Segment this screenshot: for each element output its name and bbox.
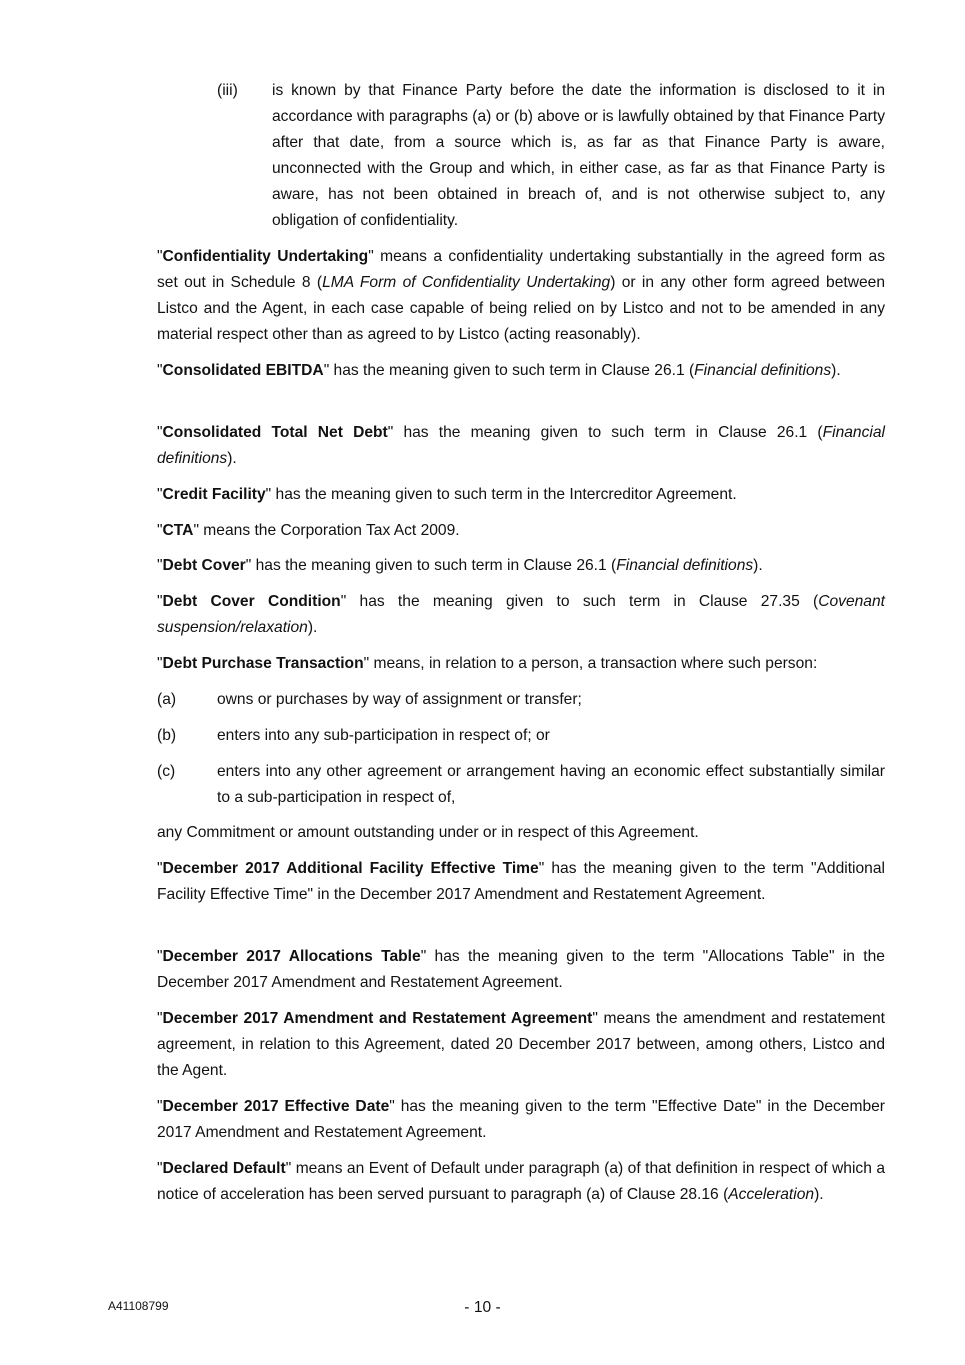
quote-mark: ": [157, 522, 163, 539]
definition-december-2017-allocations-table: [157, 944, 885, 996]
definition-declared-default: [157, 1156, 885, 1208]
defined-term: Consolidated Total Net Debt: [162, 424, 388, 441]
definition-text: " has the meaning given to the term "Effective Date" in the December 2017 Amendment and Restatement Agreement.: [157, 1098, 885, 1141]
definition-confidentiality-undertaking: [157, 244, 885, 348]
quote-mark: ": [157, 948, 163, 965]
defined-term: Debt Cover: [162, 557, 246, 574]
definition-december-2017-effective-date: [157, 1094, 885, 1146]
list-label: (a): [157, 691, 177, 708]
defined-term: December 2017 Effective Date: [162, 1098, 390, 1115]
quote-mark: ": [157, 362, 163, 379]
definition-text: " has the meaning given to such term in Clause 27.35 (: [340, 593, 819, 610]
defined-term: Declared Default: [162, 1160, 286, 1177]
definition-text: " has the meaning given to the term "Additional Facility Effective Time" in the December 2017 Amendment and Restatement Agreement.: [157, 860, 885, 903]
list-item-text: enters into any other agreement or arrangement having an economic effect substantially similar to a sub-participation in respect of,: [217, 763, 885, 806]
definition-debt-purchase-transaction: [157, 651, 885, 677]
list-label: (c): [157, 763, 176, 780]
quote-mark: ": [157, 248, 163, 265]
defined-term: Consolidated EBITDA: [162, 362, 324, 379]
defined-term: CTA: [162, 522, 194, 539]
debt-purchase-tail: any Commitment or amount outstanding under or in respect of this Agreement.: [157, 824, 699, 841]
list-item-b: [157, 723, 885, 749]
definition-consolidated-ebitda: [157, 358, 885, 384]
cross-reference: Financial definitions: [616, 557, 754, 574]
quote-mark: ": [157, 655, 163, 672]
definition-text: " means an Event of Default under paragraph (a) of that definition in respect of which a notice of acceleration has been served pursuant to paragraph (a) of Clause 28.16 (: [157, 1160, 885, 1203]
definition-december-2017-amendment-and-restatement-agreement: [157, 1006, 885, 1084]
list-item-text: is known by that Finance Party before the date the information is disclosed to it in accordance with paragraphs (a) or (b) above or is lawfully obtained by that Finance Party after that date, from a source which is, as far as that Finance Party is aware, unconnected with the Group and which, in either case, as far as that Finance Party is aware, has not been obtained in breach of, and is not otherwise subject to, any obligation of confidentiality.: [272, 82, 885, 229]
cross-reference: Covenant suspension/relaxation: [157, 593, 885, 636]
list-label: (iii): [217, 82, 238, 99]
definition-text: " has the meaning given to such term in Clause 26.1 (: [387, 424, 823, 441]
list-item-text: owns or purchases by way of assignment or transfer;: [217, 691, 582, 708]
definition-december-2017-additional-facility-effective-time: [157, 856, 885, 908]
list-item-iii: [217, 78, 885, 234]
defined-term: Credit Facility: [162, 486, 266, 503]
cross-reference: Financial definitions: [694, 362, 832, 379]
definition-text: ) or in any other form agreed between Listco and the Agent, in each case capable of being relied on by Listco and not to be amended in any material respect other than as agreed to by Listco (acting reasonably).: [157, 274, 886, 343]
definition-cta: [157, 518, 885, 544]
definition-text: " has the meaning given to such term in Clause 26.1 (: [245, 557, 617, 574]
defined-term: Confidentiality Undertaking: [162, 248, 369, 265]
definition-text: " has the meaning given to such term in Clause 26.1 (: [323, 362, 695, 379]
quote-mark: ": [157, 557, 163, 574]
list-label: (b): [157, 727, 177, 744]
defined-term: December 2017 Additional Facility Effective Time: [162, 860, 539, 877]
cross-reference: Financial definitions: [157, 424, 885, 467]
definition-text: ).: [307, 619, 318, 636]
defined-term: December 2017 Allocations Table: [162, 948, 421, 965]
list-item-text: enters into any sub-participation in respect of; or: [217, 727, 550, 744]
definition-debt-cover-condition: [157, 589, 885, 641]
cross-reference: LMA Form of Confidentiality Undertaking: [322, 274, 611, 291]
definition-text: " means a confidentiality undertaking substantially in the agreed form as set out in Schedule 8 (: [157, 248, 885, 291]
cross-reference: Acceleration: [728, 1186, 815, 1203]
definition-text: ).: [831, 362, 841, 379]
definition-text: ).: [814, 1186, 824, 1203]
page-number: - 10 -: [464, 1299, 501, 1316]
definition-text: " means, in relation to a person, a transaction where such person:: [363, 655, 818, 672]
definition-consolidated-total-net-debt: [157, 420, 885, 472]
list-item-c: [157, 759, 885, 811]
defined-term: Debt Cover Condition: [162, 593, 341, 610]
defined-term: Debt Purchase Transaction: [162, 655, 364, 672]
definition-text: ).: [227, 450, 237, 467]
definition-text: ).: [753, 557, 763, 574]
definition-debt-cover: [157, 553, 885, 579]
quote-mark: ": [157, 860, 163, 877]
definition-text: " has the meaning given to such term in the Intercreditor Agreement.: [265, 486, 737, 503]
defined-term: December 2017 Amendment and Restatement Agreement: [162, 1010, 593, 1027]
definition-text: " means the Corporation Tax Act 2009.: [193, 522, 460, 539]
quote-mark: ": [157, 593, 163, 610]
definition-text: " has the meaning given to the term "Allocations Table" in the December 2017 Amendment and Restatement Agreement.: [157, 948, 885, 991]
quote-mark: ": [157, 424, 163, 441]
list-item-a: [157, 687, 885, 713]
document-reference: A41108799: [108, 1299, 169, 1313]
definition-credit-facility: [157, 482, 885, 508]
quote-mark: ": [157, 1010, 163, 1027]
quote-mark: ": [157, 1098, 163, 1115]
quote-mark: ": [157, 486, 163, 503]
definition-text: " means the amendment and restatement agreement, in relation to this Agreement, dated 20 December 2017 between, among others, Listco and the Agent.: [157, 1010, 886, 1079]
quote-mark: ": [157, 1160, 163, 1177]
